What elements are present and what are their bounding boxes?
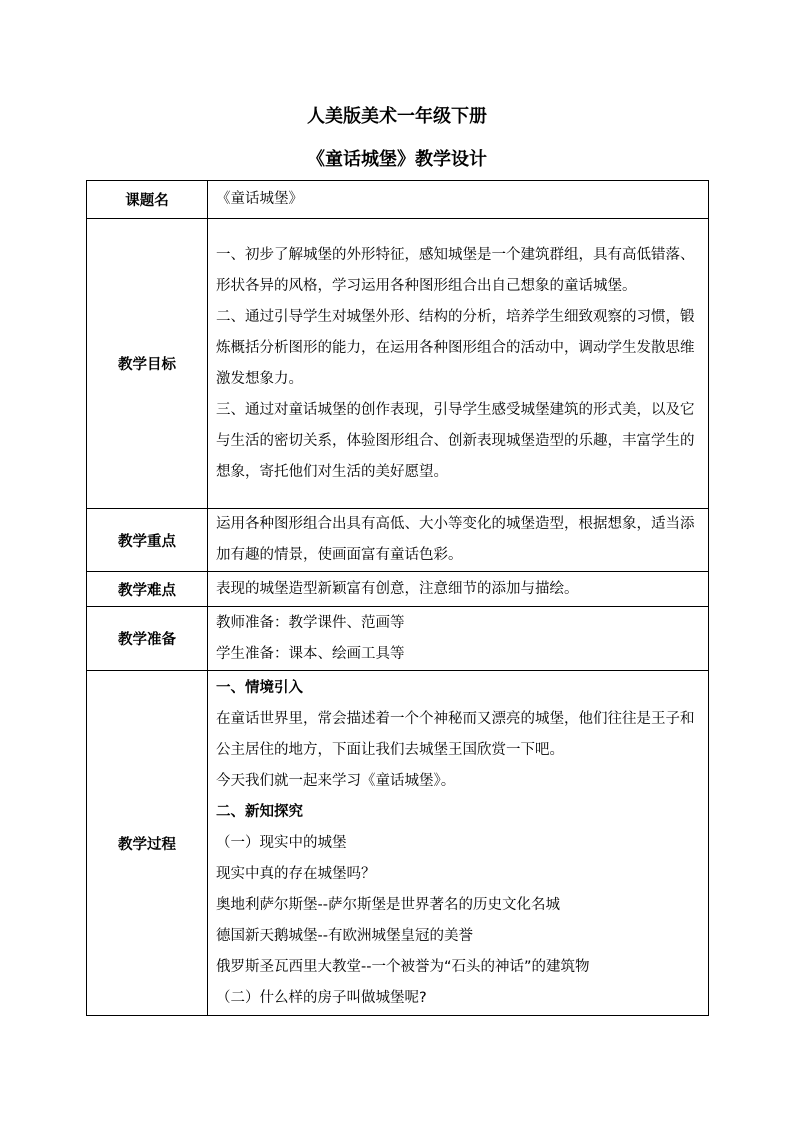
table-row-process bbox=[87, 671, 709, 1016]
table-row-objectives bbox=[87, 219, 709, 509]
document-subtitle: 《童话城堡》教学设计 bbox=[307, 149, 487, 170]
table-row-preparation bbox=[87, 607, 709, 671]
row-content-key-points bbox=[208, 509, 709, 572]
document-title: 人美版美术一年级下册 bbox=[307, 106, 487, 127]
process-heading-intro: 一、情境引入 bbox=[216, 679, 303, 696]
key-point-line: 运用各种图形组合出具有高低、大小等变化的城堡造型，根据想象，适当添加有趣的情景，使画面富有童话色彩。 bbox=[216, 516, 695, 563]
objective-line-1: 一、初步了解城堡的外形特征，感知城堡是一个建筑群组，具有高低错落、形状各异的风格，学习运用各种图形组合出自己想象的童话城堡。 bbox=[216, 246, 695, 294]
preparation-line-teacher: 教师准备：教学课件、范画等 bbox=[216, 614, 405, 631]
lesson-plan-table bbox=[86, 180, 709, 1016]
table-row-topic bbox=[87, 181, 709, 219]
objective-line-2: 二、通过引导学生对城堡外形、结构的分析，培养学生细致观察的习惯，锻炼概括分析图形的能力，在运用各种图形组合的活动中，调动学生发散思维激发想象力。 bbox=[216, 308, 695, 387]
row-label-preparation: 教学准备 bbox=[87, 607, 208, 671]
process-line-intro-text: 在童话世界里，常会描述着一个个神秘而又漂亮的城堡，他们往往是王子和公主居住的地方，下面让我们去城堡王国欣赏一下吧。 bbox=[216, 710, 695, 758]
row-content-process bbox=[208, 671, 709, 1016]
row-content-difficulties bbox=[208, 572, 709, 607]
process-subheading-real-castles: （一）现实中的城堡 bbox=[216, 834, 347, 851]
table-row-key-points bbox=[87, 509, 709, 572]
row-label-difficulties: 教学难点 bbox=[87, 572, 208, 607]
row-label-objectives: 教学目标 bbox=[87, 219, 208, 509]
objective-line-3: 三、通过对童话城堡的创作表现，引导学生感受城堡建筑的形式美，以及它与生活的密切关系，体验图形组合、创新表现城堡造型的乐趣，丰富学生的想象，寄托他们对生活的美好愿望。 bbox=[216, 401, 695, 480]
process-line-st-basil: 俄罗斯圣瓦西里大教堂--一个被誉为“石头的神话”的建筑物 bbox=[216, 958, 590, 975]
process-line-salzburg: 奥地利萨尔斯堡--萨尔斯堡是世界著名的历史文化名城 bbox=[216, 896, 560, 913]
row-content-topic bbox=[208, 181, 709, 219]
difficulty-line: 表现的城堡造型新颖富有创意，注意细节的添加与描绘。 bbox=[216, 580, 579, 597]
row-label-key-points: 教学重点 bbox=[87, 509, 208, 572]
preparation-line-student: 学生准备：课本、绘画工具等 bbox=[216, 645, 405, 662]
topic-line: 《童话城堡》 bbox=[216, 191, 303, 207]
row-content-objectives bbox=[208, 219, 709, 509]
process-line-question: 现实中真的存在城堡吗？ bbox=[216, 865, 376, 882]
row-content-preparation bbox=[208, 607, 709, 671]
row-label-topic: 课题名 bbox=[87, 181, 208, 219]
process-subheading-what-is-castle: （二）什么样的房子叫做城堡呢? bbox=[216, 989, 427, 1006]
process-line-neuschwanstein: 德国新天鹅城堡--有欧洲城堡皇冠的美誉 bbox=[216, 927, 473, 944]
process-line-today: 今天我们就一起来学习《童话城堡》。 bbox=[216, 772, 456, 789]
row-label-process: 教学过程 bbox=[87, 671, 208, 1016]
process-heading-explore: 二、新知探究 bbox=[216, 803, 303, 820]
table-row-difficulties bbox=[87, 572, 709, 607]
